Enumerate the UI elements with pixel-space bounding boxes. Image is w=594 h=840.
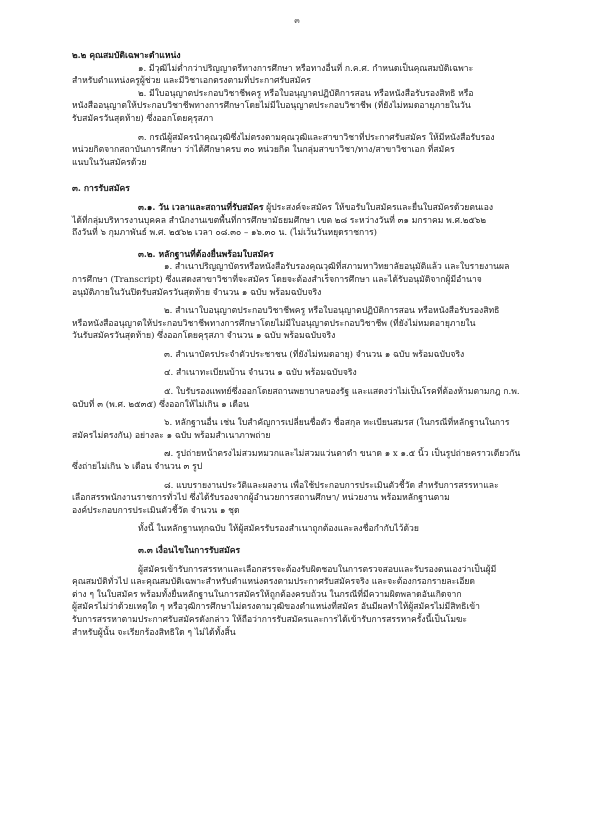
evidence-8-line-2: เลือกสรรพนักงานราชการทั่วไป ซึ่งได้รับรองจากผู้อำนวยการสถานศึกษา/ หน่วยงาน พร้อมหลักฐานตาม [72,493,450,504]
evidence-5-line-1: ๕. ใบรับรองแพทย์ซึ่งออกโดยสถานพยาบาลของรัฐ และแสดงว่าไม่เป็นโรคที่ต้องห้ามตามกฎ ก.พ. [164,387,520,398]
conditions-line-5: รับการสรรหาตามประกาศรับสมัครดังกล่าว ให้ถือว่าการรับสมัครและการได้เข้ารับการสรรหาครั้งนี้เป็นโมฆะ [72,614,468,625]
evidence-7-line-1: ๗. รูปถ่ายหน้าตรงไม่สวมหมวกและไม่สวมแว่นตาดำ ขนาด ๑ x ๑.๕ นิ้ว เป็นรูปถ่ายคราวเดียวกัน [164,449,521,460]
section-3-2-heading: ๓.๒. หลักฐานที่ต้องยื่นพร้อมใบสมัคร [138,249,274,260]
evidence-6-line-2: สมัครไม่ตรงกัน) อย่างละ ๑ ฉบับ พร้อมสำเนาภาพถ่าย [72,430,271,441]
qualification-3-line-1: ๓. กรณีผู้สมัครนำคุณวุฒิซึ่งไม่ตรงตามคุณวุฒิและสาขาวิชาที่ประกาศรับสมัคร ให้มีหนังสือรับรอง [138,132,495,143]
qualification-2-line-1: ๒. มีใบอนุญาตประกอบวิชาชีพครู หรือใบอนุญาตปฏิบัติการสอน หรือหนังสือรับรองสิทธิ หรือ [138,88,474,99]
evidence-6-line-1: ๖. หลักฐานอื่น เช่น ใบสำคัญการเปลี่ยนชื่อตัว ชื่อสกุล ทะเบียนสมรส (ในกรณีที่หลักฐานในการ [164,418,510,429]
evidence-3: ๓. สำเนาบัตรประจำตัวประชาชน (ที่ยังไม่หมดอายุ) จำนวน ๑ ฉบับ พร้อมฉบับจริง [164,349,465,360]
page-number: ๓ [294,16,300,25]
evidence-8-line-3: องค์ประกอบการประเมินตัวชี้วัด จำนวน ๑ ชุด [72,505,240,516]
evidence-5-line-2: ฉบับที่ ๓ (พ.ศ. ๒๕๓๕) ซึ่งออกให้ไม่เกิน ๑ เดือน [72,399,249,410]
evidence-8-line-1: ๘. แบบรายงานประวัติและผลงาน เพื่อใช้ประกอบการประเมินตัวชี้วัด สำหรับการสรรหาและ [164,480,499,491]
conditions-line-3: ต่าง ๆ ในใบสมัคร พร้อมทั้งยื่นหลักฐานในการสมัครให้ถูกต้องครบถ้วน ในกรณีที่มีความผิดพลาดอันเกิดจาก [72,589,462,600]
qualification-3-line-3: แนบในวันสมัครด้วย [72,157,147,168]
qualification-2-line-2: หนังสืออนุญาตให้ประกอบวิชาชีพทางการศึกษาโดยไม่มีใบอนุญาตประกอบวิชาชีพ (ที่ยังไม่หมดอายุภายในวัน [72,101,471,112]
section-3-1-line-3: ถึงวันที่ ๖ กุมภาพันธ์ พ.ศ. ๒๕๖๒ เวลา ๐๘.๓๐ – ๑๖.๓๐ น. (ไม่เว้นวันหยุดราชการ) [72,228,378,239]
qualification-2-line-3: รับสมัครวันสุดท้าย) ซึ่งออกโดยคุรุสภา [72,113,214,124]
evidence-1-line-3: อนุมัติภายในวันปิดรับสมัครวันสุดท้าย จำนวน ๑ ฉบับ พร้อมฉบับจริง [72,287,322,298]
qualification-1-line-2: สำหรับตำแหน่งครูผู้ช่วย และมีวิชาเอกตรงตามที่ประกาศรับสมัคร [72,76,311,87]
qualification-1-line-1: ๑. มีวุฒิไม่ต่ำกว่าปริญญาตรีทางการศึกษา หรือทางอื่นที่ ก.ค.ศ. กำหนดเป็นคุณสมบัติเฉพาะ [138,63,474,74]
section-3-1-text: ผู้ประสงค์จะสมัคร ให้ขอรับใบสมัครและยื่นใบสมัครด้วยตนเอง [263,202,494,213]
section-3-1-title: ๓.๑. วัน เวลาและสถานที่รับสมัคร [138,202,264,213]
conditions-line-2: คุณสมบัติทั่วไป และคุณสมบัติเฉพาะสำหรับตำแหน่งตรงตามประกาศรับสมัครจริง และจะต้องกรอกรายละเอียด [72,577,475,588]
document-body [72,44,547,639]
conditions-line-1: ผู้สมัครเข้ารับการสรรหาและเลือกสรรจะต้องรับผิดชอบในการตรวจสอบและรับรองตนเองว่าเป็นผู้มี [138,564,497,575]
section-3-3-heading: ๓.๓ เงื่อนไขในการรับสมัคร [138,546,241,556]
evidence-7-line-2: ซึ่งถ่ายไม่เกิน ๖ เดือน จำนวน ๓ รูป [72,462,203,473]
evidence-2-line-2: หรือหนังสืออนุญาตให้ประกอบวิชาชีพทางการศึกษาโดยไม่มีใบอนุญาตประกอบวิชาชีพ (ที่ยังไม่หมดอายุภายใน [72,318,476,329]
conditions-line-6: สำหรับผู้นั้น จะเรียกร้องสิทธิใด ๆ ไม่ได้ทั้งสิ้น [72,627,236,638]
conditions-line-4: ผู้สมัครไม่ว่าด้วยเหตุใด ๆ หรือวุฒิการศึกษาไม่ตรงตามวุฒิของตำแหน่งที่สมัคร อันมีผลทำให้ผู้สมัครไม่มีสิทธิเข้า [72,602,480,613]
evidence-1-line-2: การศึกษา (Transcript) ซึ่งแสดงสาขาวิชาที่จะสมัคร โดยจะต้องสำเร็จการศึกษา และได้รับอนุมัติจากผู้มีอำนาจ [72,274,482,285]
evidence-2-line-1: ๒. สำเนาใบอนุญาตประกอบวิชาชีพครู หรือใบอนุญาตปฏิบัติการสอน หรือหนังสือรับรองสิทธิ [164,306,500,317]
section-3-1-line-2: ได้ที่กลุ่มบริหารงานบุคคล สำนักงานเขตพื้นที่การศึกษามัธยมศึกษา เขต ๒๘ ระหว่างวันที่ ๓๑ มกราคม พ.ศ.๒๕๖๒ [72,215,487,226]
evidence-1-line-1: ๑. สำเนาปริญญาบัตรหรือหนังสือรับรองคุณวุฒิที่สภามหาวิทยาลัยอนุมัติแล้ว และใบรายงานผล [164,262,510,273]
evidence-4: ๔. สำเนาทะเบียนบ้าน จำนวน ๑ ฉบับ พร้อมฉบับจริง [164,368,357,379]
evidence-2-line-3: วันรับสมัครวันสุดท้าย) ซึ่งออกโดยคุรุสภา จำนวน ๑ ฉบับ พร้อมฉบับจริง [72,331,336,342]
section-2-2-heading: ๒.๒ คุณสมบัติเฉพาะตำแหน่ง [72,51,181,61]
qualification-3-line-2: หน่วยกิตจากสถาบันการศึกษา ว่าได้ศึกษาครบ ๓๐ หน่วยกิต ในกลุ่มสาขาวิชา/ทาง/สาขาวิชาเอก ที่สมัคร [72,145,455,156]
section-3-1-line-1 [72,202,547,215]
evidence-note: ทั้งนี้ ในหลักฐานทุกฉบับ ให้ผู้สมัครรับรองสำเนาถูกต้องและลงชื่อกำกับไว้ด้วย [138,524,419,535]
section-3-heading: ๓. การรับสมัคร [72,184,130,195]
